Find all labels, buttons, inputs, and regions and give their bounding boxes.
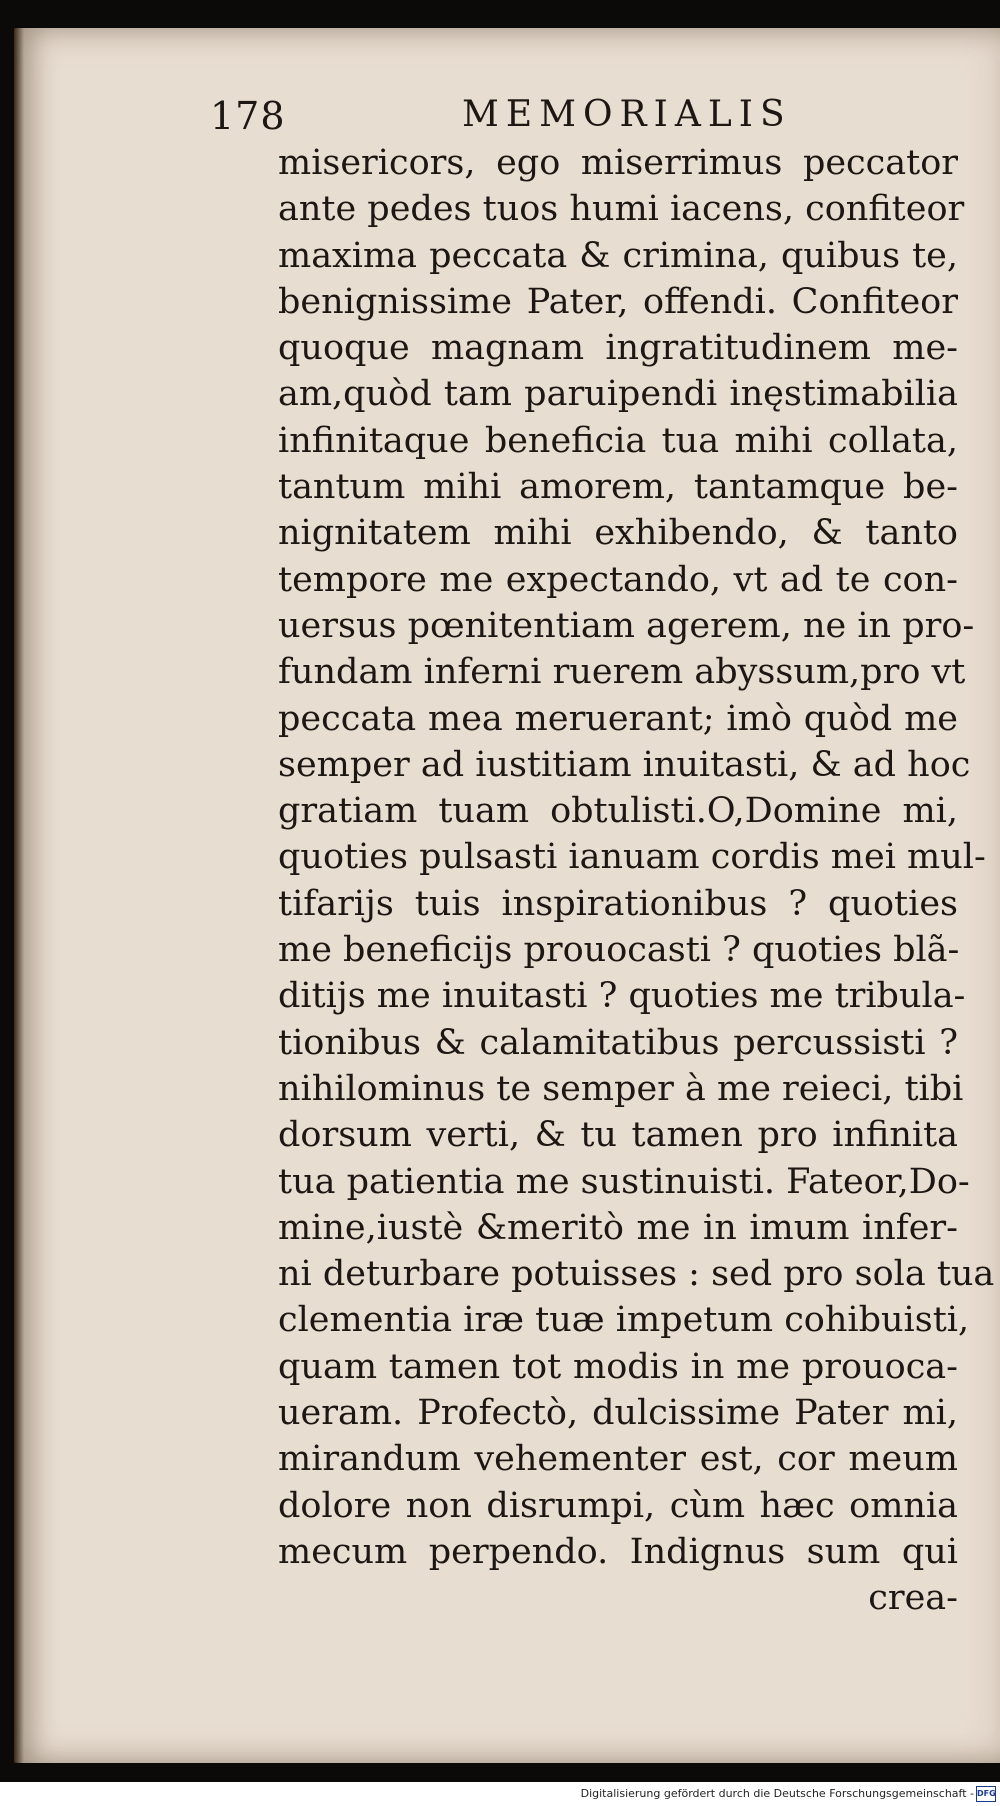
text-line: ante pedes tuos humi iacens, confiteor: [278, 189, 965, 230]
text-line: tempore me expectando, vt ad te con-: [278, 559, 958, 600]
text-line: gratiam tuam obtulisti.O,Domine mi,: [278, 791, 958, 832]
text-line: am,quòd tam paruipendi inęstimabilia: [278, 374, 958, 415]
text-line: quam tamen tot modis in me prouoca-: [278, 1346, 958, 1387]
text-line: dolore non disrumpi, cùm hæc omnia: [278, 1485, 958, 1526]
dfg-logo: DFG: [976, 1786, 996, 1802]
running-title: MEMORIALIS: [462, 94, 792, 135]
text-line: uersus pœnitentiam agerem, ne in pro-: [278, 605, 975, 646]
text-line: infinitaque beneficia tua mihi collata,: [278, 420, 958, 461]
text-line: dorsum verti, & tu tamen pro infinita: [278, 1115, 958, 1156]
text-line: mine,iustè &meritò me in imum infer-: [278, 1207, 958, 1248]
catchword: crea-: [868, 1578, 958, 1619]
text-line: ueram. Profectò, dulcissime Pater mi,: [278, 1393, 958, 1434]
text-line: mirandum vehementer est, cor meum: [278, 1439, 958, 1480]
text-line: quoties pulsasti ianuam cordis mei mul-: [278, 837, 986, 878]
text-line: benignissime Pater, offendi. Confiteor: [278, 281, 958, 322]
page-gutter-shadow: [14, 28, 24, 1763]
text-line: semper ad iustitiam inuitasti, & ad hoc: [278, 744, 971, 785]
digitization-credit: Digitalisierung gefördert durch die Deutsche Forschungsgemeinschaft -: [580, 1787, 974, 1800]
text-line: nihilominus te semper à me reieci, tibi: [278, 1068, 964, 1109]
text-line: maxima peccata & crimina, quibus te,: [278, 235, 958, 276]
text-line: peccata mea meruerant; imò quòd me: [278, 698, 958, 739]
text-line: quoque magnam ingratitudinem me-: [278, 328, 958, 369]
text-line: mecum perpendo. Indignus sum qui: [278, 1531, 958, 1572]
body-text: [278, 140, 995, 1622]
text-line: tantum mihi amorem, tantamque be-: [278, 467, 958, 508]
text-line: me beneficijs prouocasti ? quoties blã-: [278, 930, 960, 971]
text-line: ni deturbare potuisses : sed pro sola tua: [278, 1254, 995, 1295]
text-line: clementia iræ tuæ impetum cohibuisti,: [278, 1300, 970, 1341]
text-line: nignitatem mihi exhibendo, & tanto: [278, 513, 958, 554]
text-line: fundam inferni ruerem abyssum,pro vt: [278, 652, 966, 693]
text-line: tifarijs tuis inspirationibus ? quoties: [278, 883, 958, 924]
page-number: 178: [210, 94, 286, 138]
text-line: misericors, ego miserrimus peccator: [278, 143, 958, 183]
text-line: tionibus & calamitatibus percussisti ?: [278, 1022, 958, 1063]
text-line: ditijs me inuitasti ? quoties me tribula-: [278, 976, 966, 1017]
text-line: tua patientia me sustinuisti. Fateor,Do-: [278, 1161, 970, 1202]
